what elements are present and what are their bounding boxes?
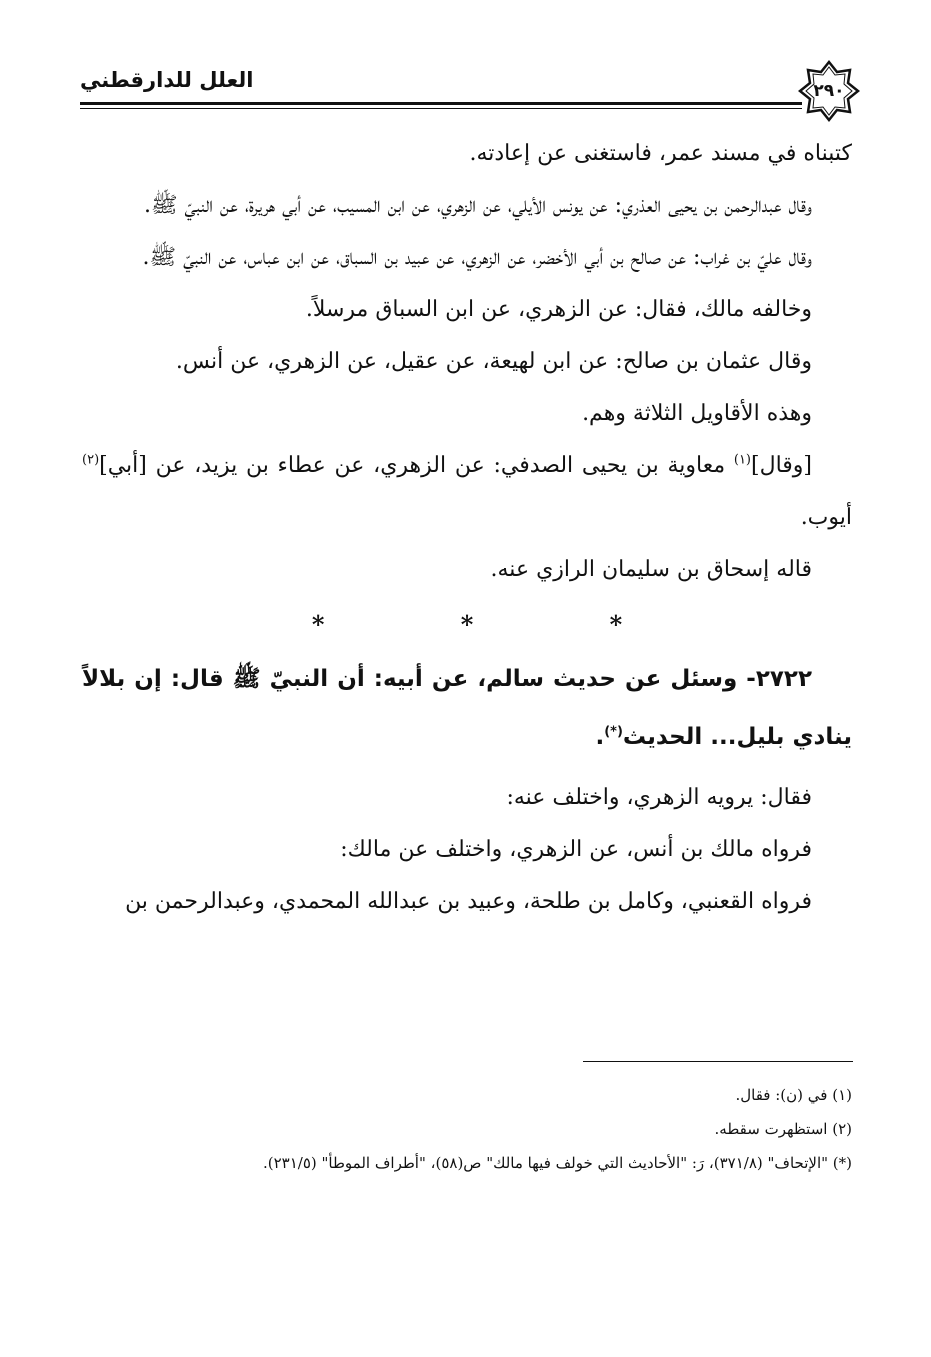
- running-title: العلل للدارقطني: [80, 68, 254, 92]
- page-number-ornament: [798, 60, 860, 122]
- paragraph: [82, 440, 852, 544]
- paragraph-text: معاوية بن يحيى الصدفي: عن الزهري، عن عطاء بن يزيد، عن [أبي]: [99, 453, 734, 478]
- paragraph: وخالفه مالك، فقال: عن الزهري، عن ابن السباق مرسلاً.: [305, 297, 812, 322]
- bracketed-word: [وقال]: [751, 453, 812, 478]
- paragraph: كتبناه في مسند عمر، فاستغنى عن إعادته.: [469, 141, 852, 166]
- header-rule-thin: [80, 108, 802, 109]
- page-number: ٢٩٠: [813, 81, 845, 101]
- footnotes: [82, 1078, 852, 1180]
- entry-heading-text: ٢٧٢٢- وسئل عن حديث سالم، عن أبيه: أن النبيّ ﷺ قال: إن بلالاً ينادي بليل... الحديث: [82, 666, 852, 750]
- header-rule: [80, 102, 802, 105]
- paragraph: وقال عليّ بن غراب: عن صالح بن أبي الأخضر، عن الزهري، عن عبيد بن السباق، عن ابن عباس، عن النبيّ ﷺ.: [142, 245, 812, 270]
- paragraph: فقال: يرويه الزهري، واختلف عنه:: [506, 785, 812, 810]
- paragraph: وقال عبدالرحمن بن يحيى العذري: عن يونس الأيلي، عن الزهري، عن ابن المسيب، عن أبي هريرة، عن النبيّ ﷺ.: [143, 193, 812, 218]
- section-separator: * * *: [311, 610, 687, 639]
- footnote-separator: [583, 1061, 853, 1062]
- paragraph-text: أيوب.: [800, 505, 852, 530]
- entry-heading-end: .: [595, 724, 605, 750]
- paragraph: وقال عثمان بن صالح: عن ابن لهيعة، عن عقيل، عن الزهري، عن أنس.: [175, 349, 812, 374]
- main-text: [82, 128, 852, 928]
- footnote-marker: (١): [733, 452, 751, 468]
- paragraph: قاله إسحاق بن سليمان الرازي عنه.: [490, 557, 812, 582]
- footnote-marker: (٢): [82, 452, 100, 468]
- paragraph: فرواه القعنبي، وكامل بن طلحة، وعبيد بن عبدالله المحمدي، وعبدالرحمن بن: [125, 889, 812, 914]
- page-header: [80, 60, 860, 130]
- footnote: (١) في (ن): فقال.: [735, 1086, 852, 1104]
- paragraph: وهذه الأقاويل الثلاثة وهم.: [582, 401, 812, 426]
- footnote: (*) "الإتحاف" (٣٧١/٨)، رَ: "الأحاديث التي خولف فيها مالك" ص(٥٨)، "أطراف الموطأ" (٢٣١/٥).: [262, 1154, 852, 1172]
- footnote-marker: (*): [604, 724, 623, 740]
- paragraph: فرواه مالك بن أنس، عن الزهري، واختلف عن مالك:: [340, 837, 812, 862]
- entry-heading: [82, 650, 852, 766]
- footnote: (٢) استظهرت سقطه.: [714, 1120, 852, 1138]
